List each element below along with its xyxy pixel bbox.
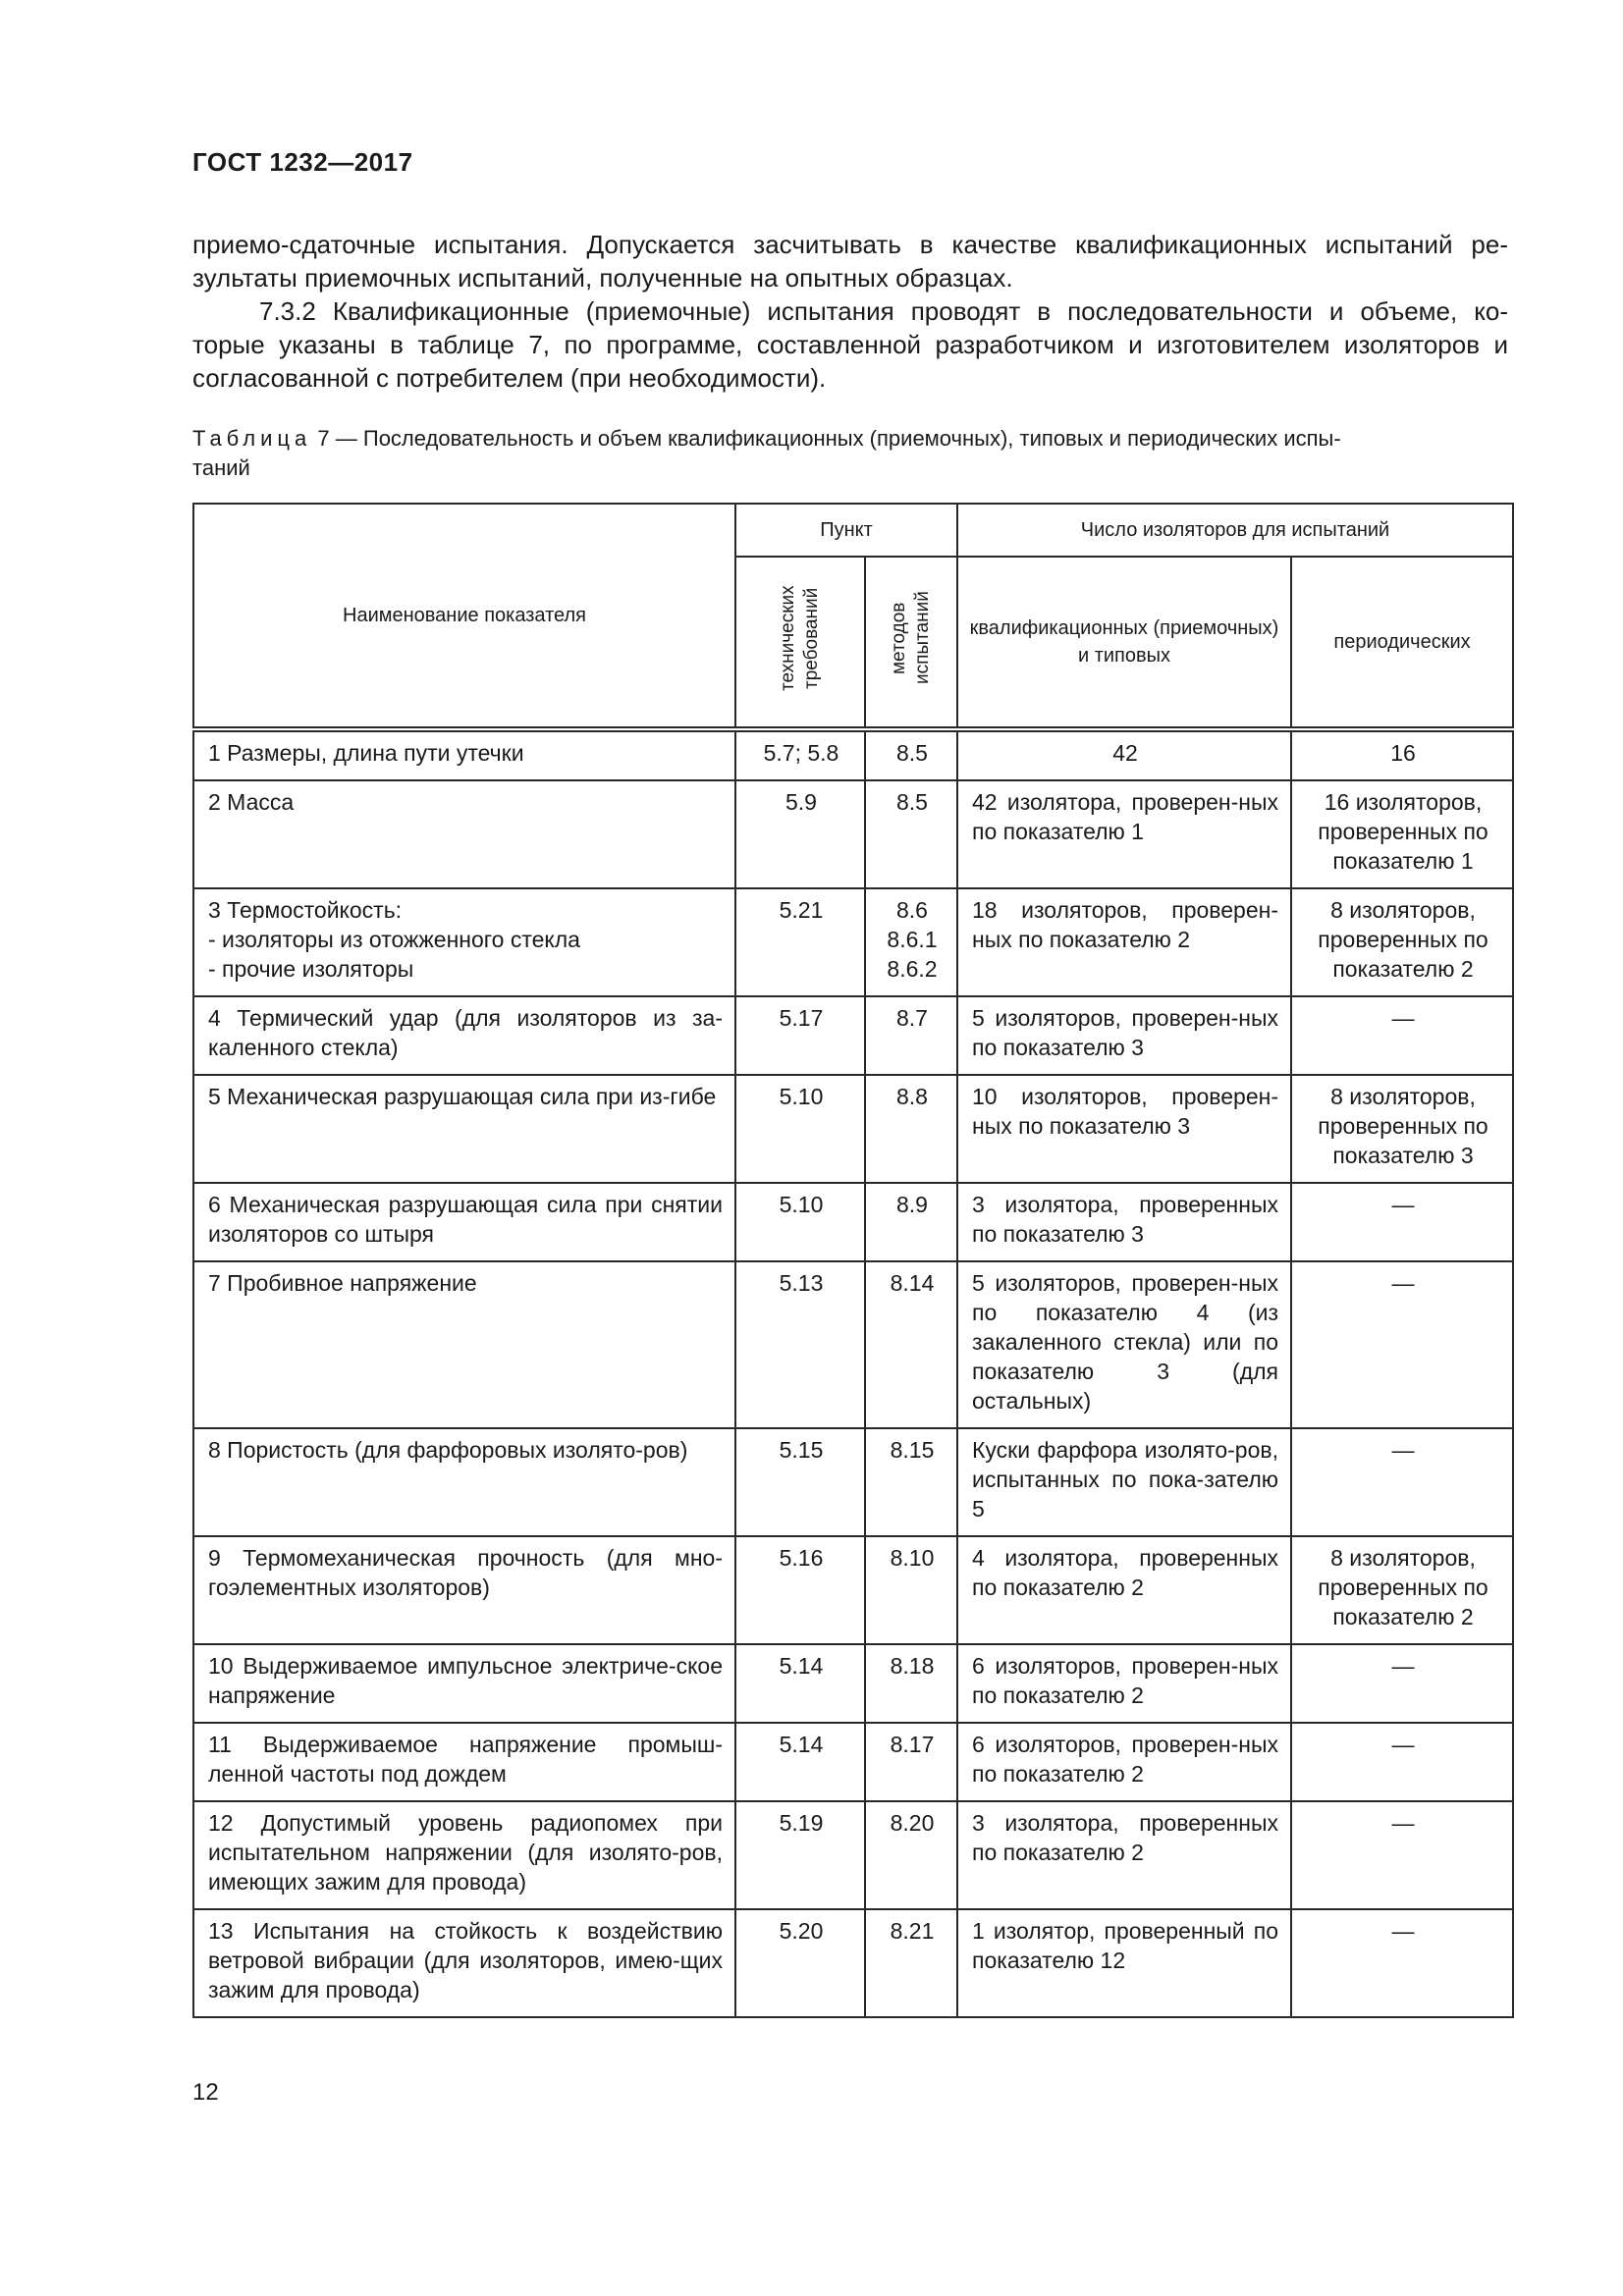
cell-tech-requirement: 5.19	[735, 1801, 865, 1909]
cell-qualification-count: Куски фарфора изолято-ров, испытанных по пока-зателю 5	[957, 1428, 1291, 1536]
paragraph-7-3-1-continuation	[192, 228, 1508, 294]
cell-periodic-count: 8 изоляторов, проверенных по показателю 2	[1291, 1536, 1513, 1644]
paragraph-line: 7.3.2 Квалификационные (приемочные) испытания проводят в последовательности и объеме, ко-	[259, 296, 1508, 326]
cell-indicator-name: 1 Размеры, длина пути утечки	[193, 729, 735, 780]
table-row	[193, 1075, 1513, 1183]
cell-indicator-name: 8 Пористость (для фарфоровых изолято-ров)	[193, 1428, 735, 1536]
table-caption-text-continued: таний	[192, 455, 250, 480]
cell-tech-requirement: 5.20	[735, 1909, 865, 2017]
cell-periodic-count: 8 изоляторов, проверенных по показателю 3	[1291, 1075, 1513, 1183]
page-number: 12	[192, 2079, 219, 2106]
cell-qualification-count: 3 изолятора, проверенных по показателю 3	[957, 1183, 1291, 1261]
cell-periodic-count: 16	[1291, 729, 1513, 780]
table-caption	[192, 424, 1508, 483]
cell-tech-requirement: 5.9	[735, 780, 865, 888]
cell-tech-requirement: 5.14	[735, 1723, 865, 1801]
cell-qualification-count: 42	[957, 729, 1291, 780]
cell-qualification-count: 10 изоляторов, проверен-ных по показателю 3	[957, 1075, 1291, 1183]
table-caption-text: — Последовательность и объем квалификационных (приемочных), типовых и периодических испы-	[335, 426, 1341, 451]
table-row	[193, 1723, 1513, 1801]
header-punkt: Пункт	[735, 504, 957, 557]
cell-test-method: 8.21	[865, 1909, 957, 2017]
table-row	[193, 1909, 1513, 2017]
table-row	[193, 1536, 1513, 1644]
paragraph-7-3-2	[192, 294, 1508, 395]
table-caption-number: 7	[317, 426, 330, 451]
cell-indicator-name: 12 Допустимый уровень радиопомех при испытательном напряжении (для изолято-ров, имеющих зажим для провода)	[193, 1801, 735, 1909]
table-row	[193, 1428, 1513, 1536]
cell-test-method: 8.20	[865, 1801, 957, 1909]
table-row	[193, 1183, 1513, 1261]
table-caption-label: Таблица	[192, 426, 312, 451]
cell-test-method: 8.14	[865, 1261, 957, 1428]
cell-qualification-count: 6 изоляторов, проверен-ных по показателю 2	[957, 1723, 1291, 1801]
cell-test-method: 8.5	[865, 729, 957, 780]
document-standard-title: ГОСТ 1232—2017	[192, 147, 413, 177]
cell-indicator-name: 2 Масса	[193, 780, 735, 888]
table-row	[193, 1801, 1513, 1909]
cell-test-method: 8.9	[865, 1183, 957, 1261]
cell-tech-requirement: 5.15	[735, 1428, 865, 1536]
paragraph-line: зультаты приемочных испытаний, полученные на опытных образцах.	[192, 263, 1013, 293]
table-row	[193, 888, 1513, 996]
cell-indicator-name: 4 Термический удар (для изоляторов из за-каленного стекла)	[193, 996, 735, 1075]
cell-tech-requirement: 5.17	[735, 996, 865, 1075]
cell-tech-requirement: 5.21	[735, 888, 865, 996]
paragraph-line: приемо-сдаточные испытания. Допускается засчитывать в качестве квалификационных испытаний ре-	[192, 230, 1508, 259]
cell-indicator-name: 3 Термостойкость: - изоляторы из отожженного стекла - прочие изоляторы	[193, 888, 735, 996]
cell-test-method: 8.5	[865, 780, 957, 888]
cell-tech-requirement: 5.13	[735, 1261, 865, 1428]
cell-periodic-count: —	[1291, 1723, 1513, 1801]
cell-periodic-count: —	[1291, 1261, 1513, 1428]
cell-test-method: 8.10	[865, 1536, 957, 1644]
header-test-methods-cell	[865, 557, 957, 729]
cell-indicator-name: 9 Термомеханическая прочность (для мно-гоэлементных изоляторов)	[193, 1536, 735, 1644]
cell-periodic-count: —	[1291, 1909, 1513, 2017]
cell-test-method: 8.6 8.6.1 8.6.2	[865, 888, 957, 996]
cell-test-method: 8.17	[865, 1723, 957, 1801]
cell-qualification-count: 6 изоляторов, проверен-ных по показателю 2	[957, 1644, 1291, 1723]
paragraph-line: согласованной с потребителем (при необходимости).	[192, 363, 827, 393]
header-qualification: квалификационных (приемочных) и типовых	[957, 557, 1291, 729]
table-row	[193, 996, 1513, 1075]
table-body	[193, 729, 1513, 2017]
cell-indicator-name: 10 Выдерживаемое импульсное электриче-ское напряжение	[193, 1644, 735, 1723]
cell-test-method: 8.7	[865, 996, 957, 1075]
table-row	[193, 1644, 1513, 1723]
cell-indicator-name: 13 Испытания на стойкость к воздействию ветровой вибрации (для изоляторов, имею-щих зажим для провода)	[193, 1909, 735, 2017]
tests-table	[192, 503, 1514, 2018]
cell-periodic-count: 8 изоляторов, проверенных по показателю 2	[1291, 888, 1513, 996]
cell-indicator-name: 6 Механическая разрушающая сила при снятии изоляторов со штыря	[193, 1183, 735, 1261]
table-row	[193, 780, 1513, 888]
cell-periodic-count: —	[1291, 1801, 1513, 1909]
cell-qualification-count: 4 изолятора, проверенных по показателю 2	[957, 1536, 1291, 1644]
cell-qualification-count: 5 изоляторов, проверен-ных по показателю 3	[957, 996, 1291, 1075]
cell-tech-requirement: 5.14	[735, 1644, 865, 1723]
header-test-methods: методов испытаний	[889, 591, 933, 685]
cell-indicator-name: 11 Выдерживаемое напряжение промыш-ленной частоты под дождем	[193, 1723, 735, 1801]
paragraph-line: торые указаны в таблице 7, по программе, составленной разработчиком и изготовителем изоляторов и	[192, 330, 1508, 359]
cell-periodic-count: —	[1291, 996, 1513, 1075]
cell-periodic-count: —	[1291, 1644, 1513, 1723]
cell-test-method: 8.8	[865, 1075, 957, 1183]
cell-test-method: 8.15	[865, 1428, 957, 1536]
table-row	[193, 729, 1513, 780]
header-periodic: периодических	[1291, 557, 1513, 729]
cell-qualification-count: 5 изоляторов, проверен-ных по показателю 4 (из закаленного стекла) или по показателю 3 (для остальных)	[957, 1261, 1291, 1428]
table-row	[193, 1261, 1513, 1428]
cell-periodic-count: —	[1291, 1428, 1513, 1536]
cell-tech-requirement: 5.10	[735, 1183, 865, 1261]
cell-periodic-count: —	[1291, 1183, 1513, 1261]
header-tech-requirements-cell	[735, 557, 865, 729]
header-insulator-count: Число изоляторов для испытаний	[957, 504, 1513, 557]
header-indicator-name: Наименование показателя	[193, 504, 735, 729]
cell-tech-requirement: 5.16	[735, 1536, 865, 1644]
cell-tech-requirement: 5.7; 5.8	[735, 729, 865, 780]
cell-tech-requirement: 5.10	[735, 1075, 865, 1183]
cell-periodic-count: 16 изоляторов, проверенных по показателю 1	[1291, 780, 1513, 888]
cell-indicator-name: 7 Пробивное напряжение	[193, 1261, 735, 1428]
cell-qualification-count: 3 изолятора, проверенных по показателю 2	[957, 1801, 1291, 1909]
cell-qualification-count: 18 изоляторов, проверен-ных по показателю 2	[957, 888, 1291, 996]
cell-qualification-count: 1 изолятор, проверенный по показателю 12	[957, 1909, 1291, 2017]
cell-indicator-name: 5 Механическая разрушающая сила при из-гибе	[193, 1075, 735, 1183]
header-tech-requirements: технических требований	[778, 585, 822, 691]
cell-qualification-count: 42 изолятора, проверен-ных по показателю 1	[957, 780, 1291, 888]
cell-test-method: 8.18	[865, 1644, 957, 1723]
